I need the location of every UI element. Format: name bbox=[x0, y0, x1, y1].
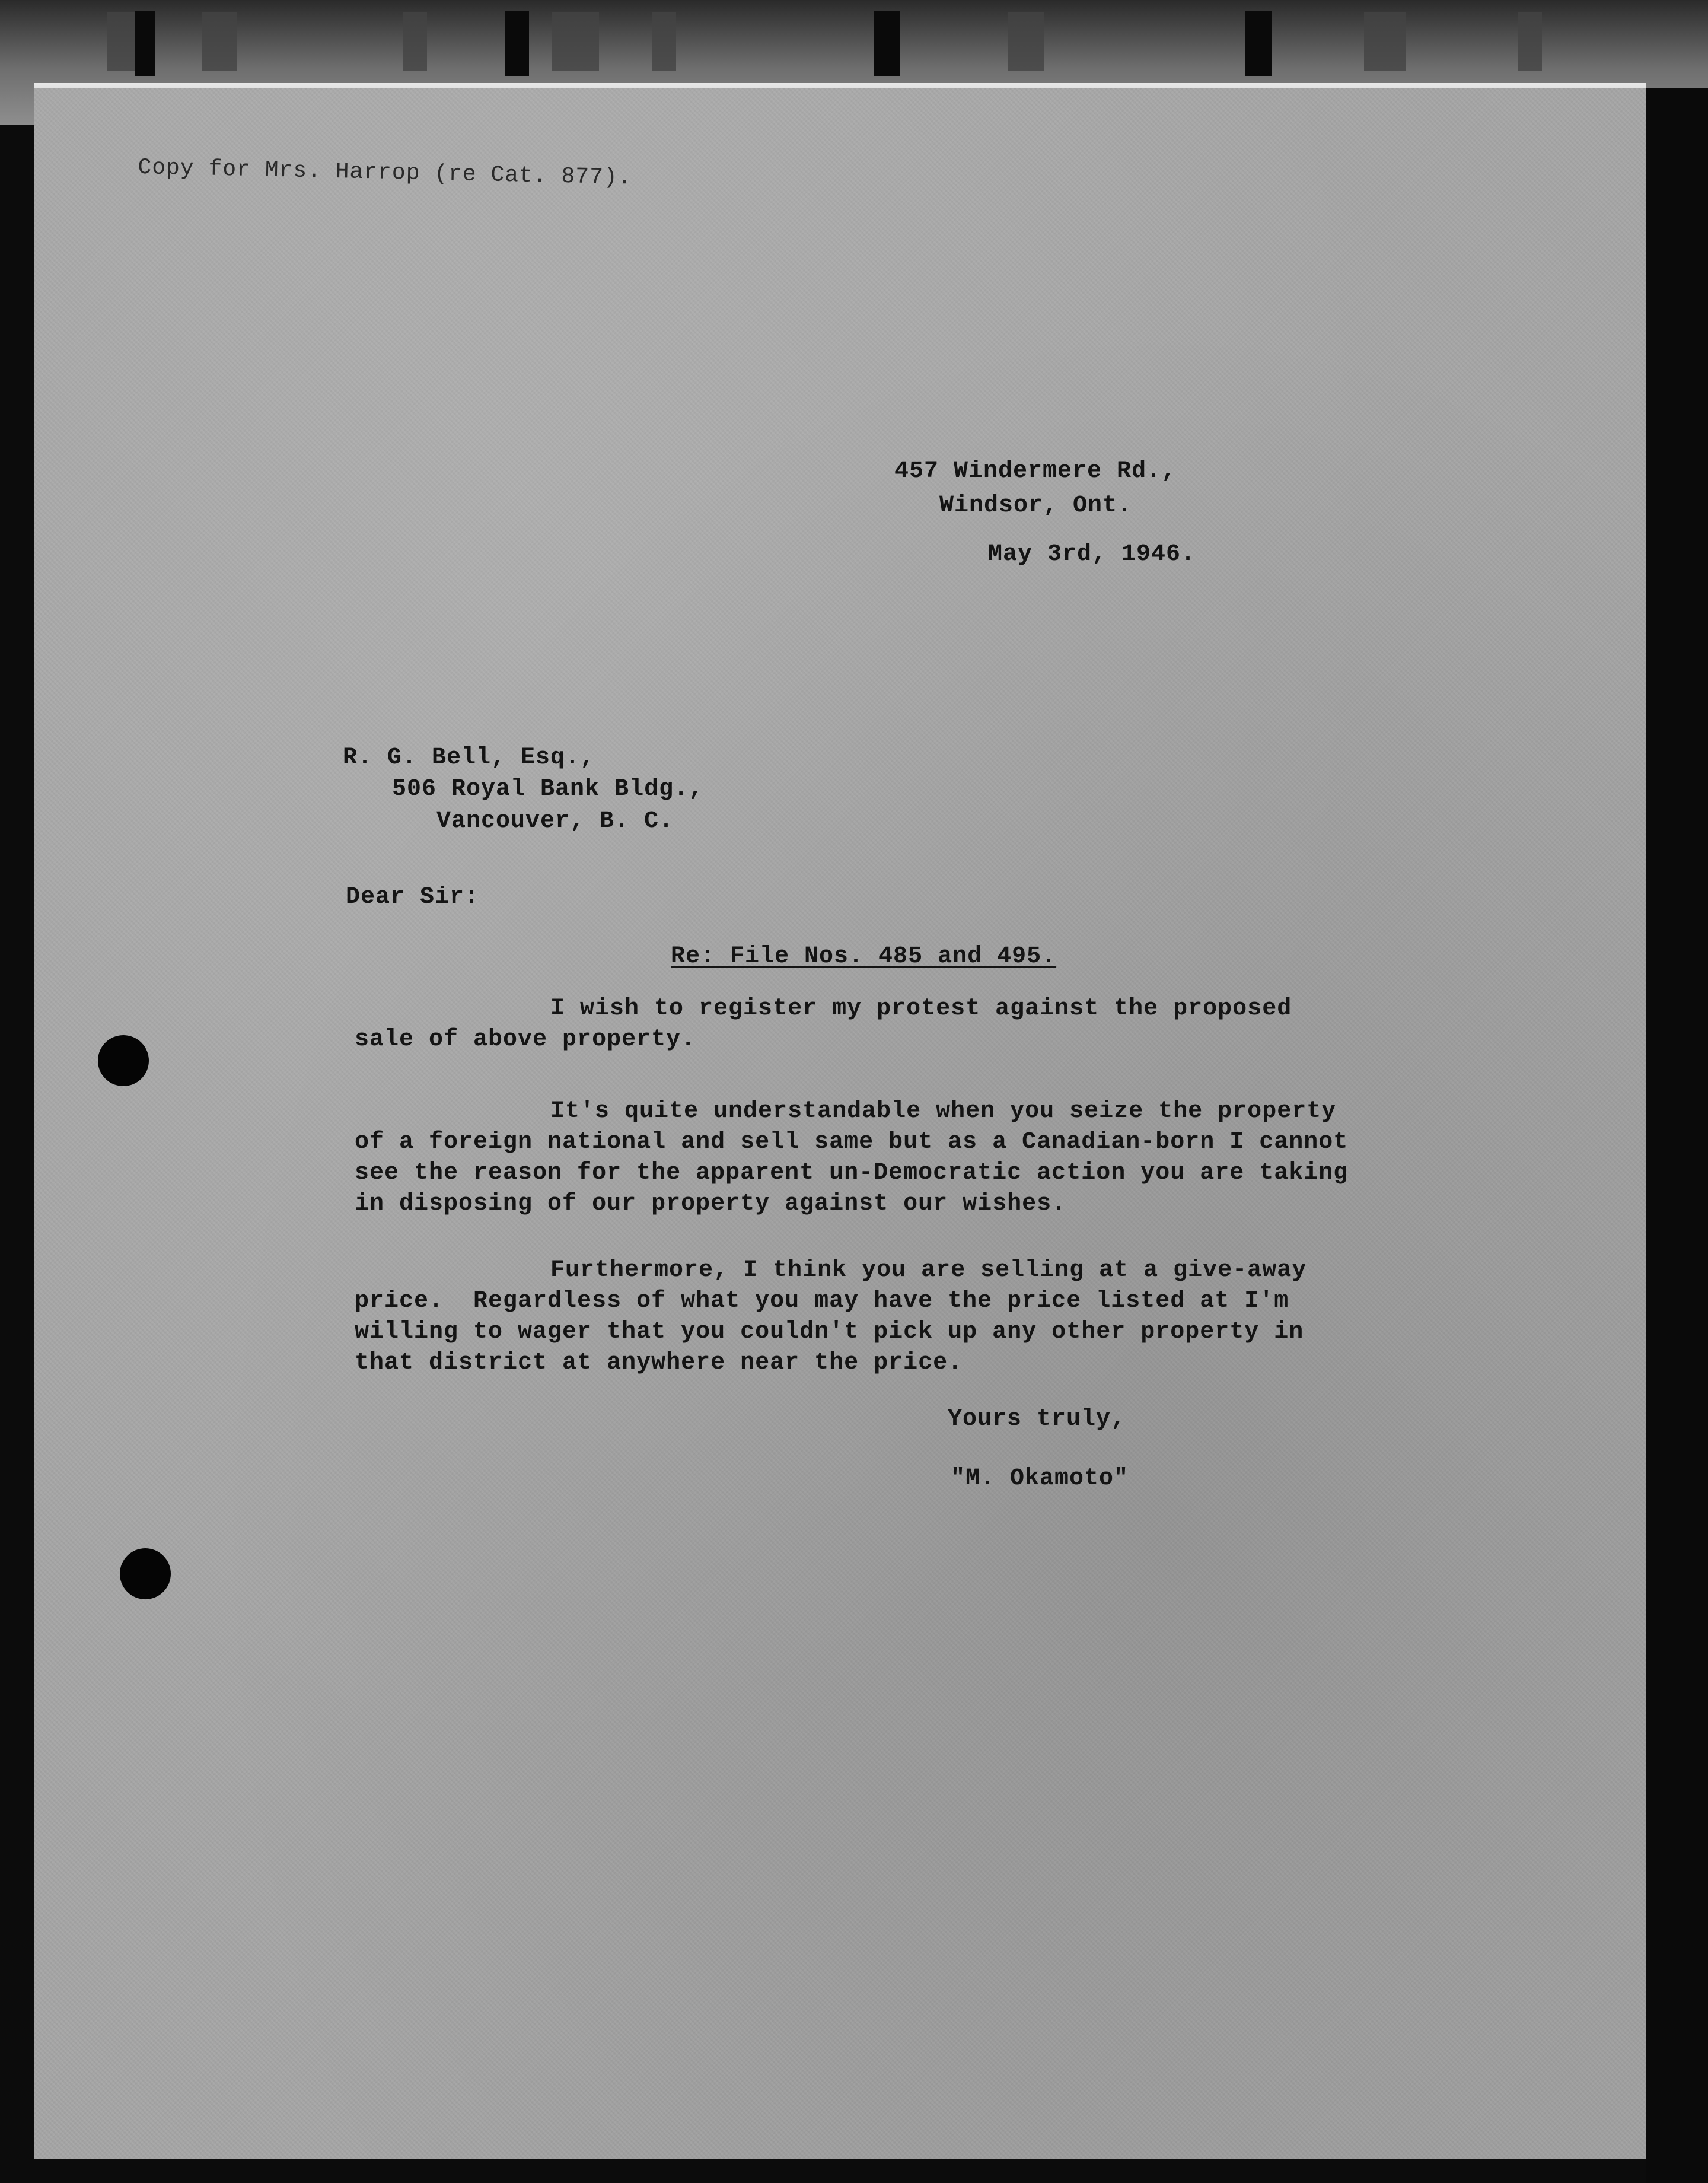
sender-address-line-2: Windsor, Ont. bbox=[939, 492, 1133, 519]
copy-note: Copy for Mrs. Harrop (re Cat. 877). bbox=[138, 154, 632, 191]
paragraph-1-line-1: I wish to register my protest against the proposed bbox=[550, 995, 1292, 1022]
punch-hole-top bbox=[98, 1035, 149, 1086]
film-edge-right bbox=[1646, 88, 1708, 2183]
paragraph-3-line-1: Furthermore, I think you are selling at a give-away bbox=[550, 1257, 1307, 1284]
paragraph-2-line-2: of a foreign national and sell same but as a Canadian-born I cannot bbox=[355, 1129, 1349, 1156]
subject-line: Re: File Nos. 485 and 495. bbox=[671, 943, 1057, 970]
signature: "M. Okamoto" bbox=[951, 1465, 1129, 1492]
paragraph-3-line-2: price. Regardless of what you may have the price listed at I'm bbox=[355, 1288, 1289, 1315]
punch-hole-bottom bbox=[120, 1548, 171, 1599]
paragraph-2-line-4: in disposing of our property against our wishes. bbox=[355, 1191, 1067, 1217]
salutation: Dear Sir: bbox=[346, 884, 480, 911]
paragraph-2-line-3: see the reason for the apparent un-Democratic action you are taking bbox=[355, 1160, 1349, 1186]
recipient-line-2: 506 Royal Bank Bldg., bbox=[392, 776, 704, 803]
sender-address-line-1: 457 Windermere Rd., bbox=[894, 458, 1177, 485]
paragraph-3-line-3: willing to wager that you couldn't pick up any other property in bbox=[355, 1319, 1304, 1345]
letter-paper bbox=[34, 88, 1646, 2159]
letter-date: May 3rd, 1946. bbox=[988, 541, 1196, 568]
recipient-line-3: Vancouver, B. C. bbox=[436, 808, 674, 835]
recipient-line-1: R. G. Bell, Esq., bbox=[343, 744, 595, 771]
paragraph-2-line-1: It's quite understandable when you seize the property bbox=[550, 1098, 1337, 1125]
closing: Yours truly, bbox=[948, 1406, 1126, 1433]
paragraph-1-line-2: sale of above property. bbox=[355, 1026, 696, 1053]
paragraph-3-line-4: that district at anywhere near the price. bbox=[355, 1350, 963, 1376]
